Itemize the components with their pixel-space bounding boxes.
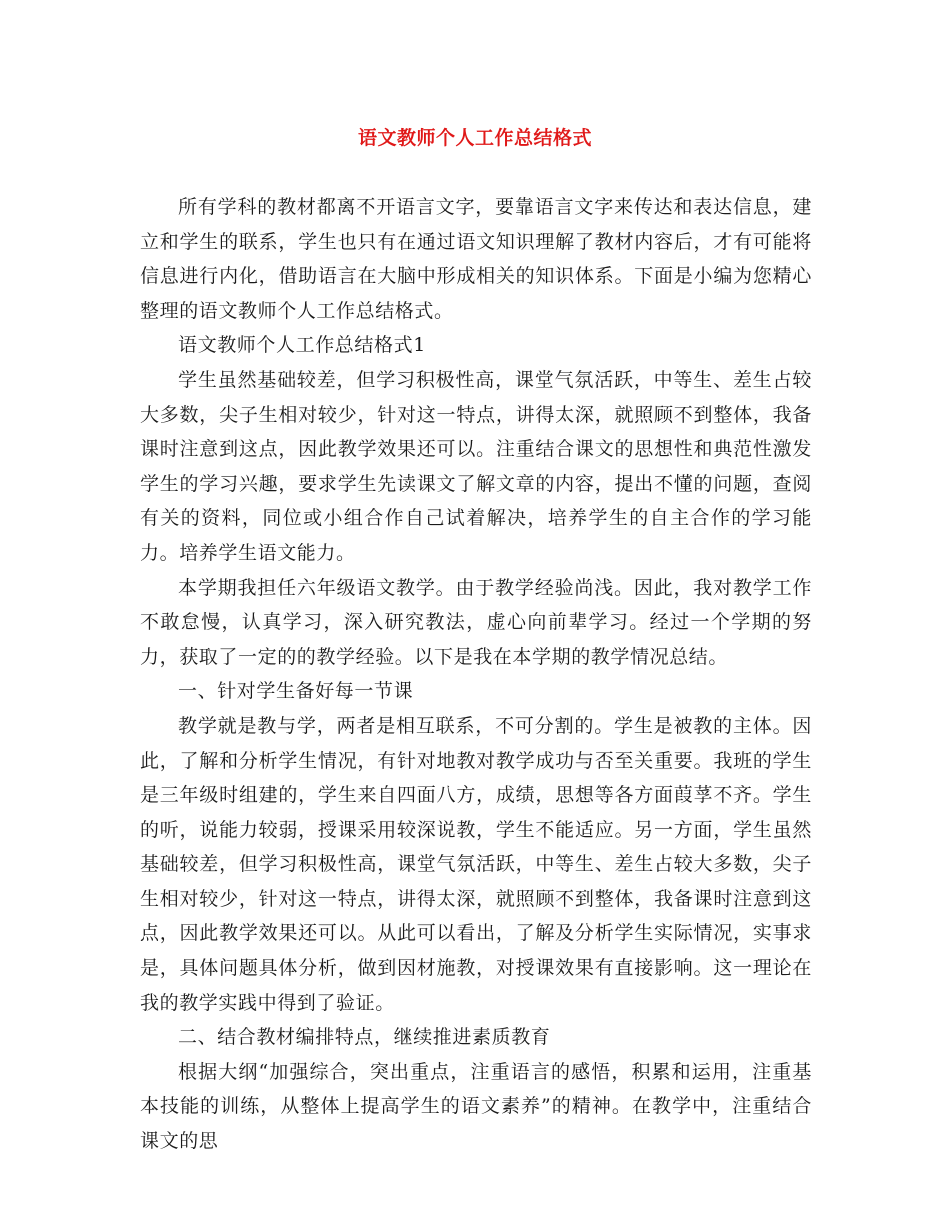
paragraph: 本学期我担任六年级语文教学。由于教学经验尚浅。因此，我对教学工作不敢怠慢，认真学习，深入研究教法，虚心向前辈学习。经过一个学期的努力，获取了一定的的教学经验。以下是我在本学期的教学情况总结。 bbox=[140, 576, 812, 668]
paragraph: 学生虽然基础较差，但学习积极性高，课堂气氛活跃，中等生、差生占较大多数，尖子生相对较少，针对这一特点，讲得太深，就照顾不到整体，我备课时注意到这点，因此教学效果还可以。注重结合课文的思想性和典范性激发学生的学习兴趣，要求学生先读课文了解文章的内容，提出不懂的问题，查阅有关的资料，同位或小组合作自己试着解决，培养学生的自主合作的学习能力。培养学生语文能力。 bbox=[140, 368, 812, 564]
section-heading-2: 二、结合教材编排特点，继续推进素质教育 bbox=[178, 1026, 551, 1049]
paragraph: 教学就是教与学，两者是相互联系，不可分割的。学生是被教的主体。因此，了解和分析学生情况，有针对地教对教学成功与否至关重要。我班的学生是三年级时组建的，学生来自四面八方，成绩，思想等各方面葭莩不齐。学生的听，说能力较弱，授课采用较深说教，学生不能适应。另一方面，学生虽然基础较差，但学习积极性高，课堂气氛活跃，中等生、差生占较大多数，尖子生相对较少，针对这一特点，讲得太深，就照顾不到整体，我备课时注意到这点，因此教学效果还可以。从此可以看出，了解及分析学生实际情况，实事求是，具体问题具体分析，做到因材施教，对授课效果有直接影响。这一理论在我的教学实践中得到了验证。 bbox=[140, 714, 812, 1014]
paragraph: 根据大纲“加强综合，突出重点，注重语言的感悟，积累和运用，注重基本技能的训练，从整体上提高学生的语文素养”的精神。在教学中，注重结合课文的思 bbox=[140, 1060, 812, 1153]
document-body bbox=[140, 190, 812, 1159]
paragraph-intro: 所有学科的教材都离不开语言文字，要靠语言文字来传达和表达信息，建立和学生的联系，学生也只有在通过语文知识理解了教材内容后，才有可能将信息进行内化，借助语言在大脑中形成相关的知识体系。下面是小编为您精心整理的语文教师个人工作总结格式。 bbox=[140, 196, 812, 322]
section-heading-format-1: 语文教师个人工作总结格式1 bbox=[178, 334, 426, 357]
section-heading-1: 一、针对学生备好每一节课 bbox=[178, 680, 414, 703]
document-title: 语文教师个人工作总结格式 bbox=[357, 127, 592, 149]
